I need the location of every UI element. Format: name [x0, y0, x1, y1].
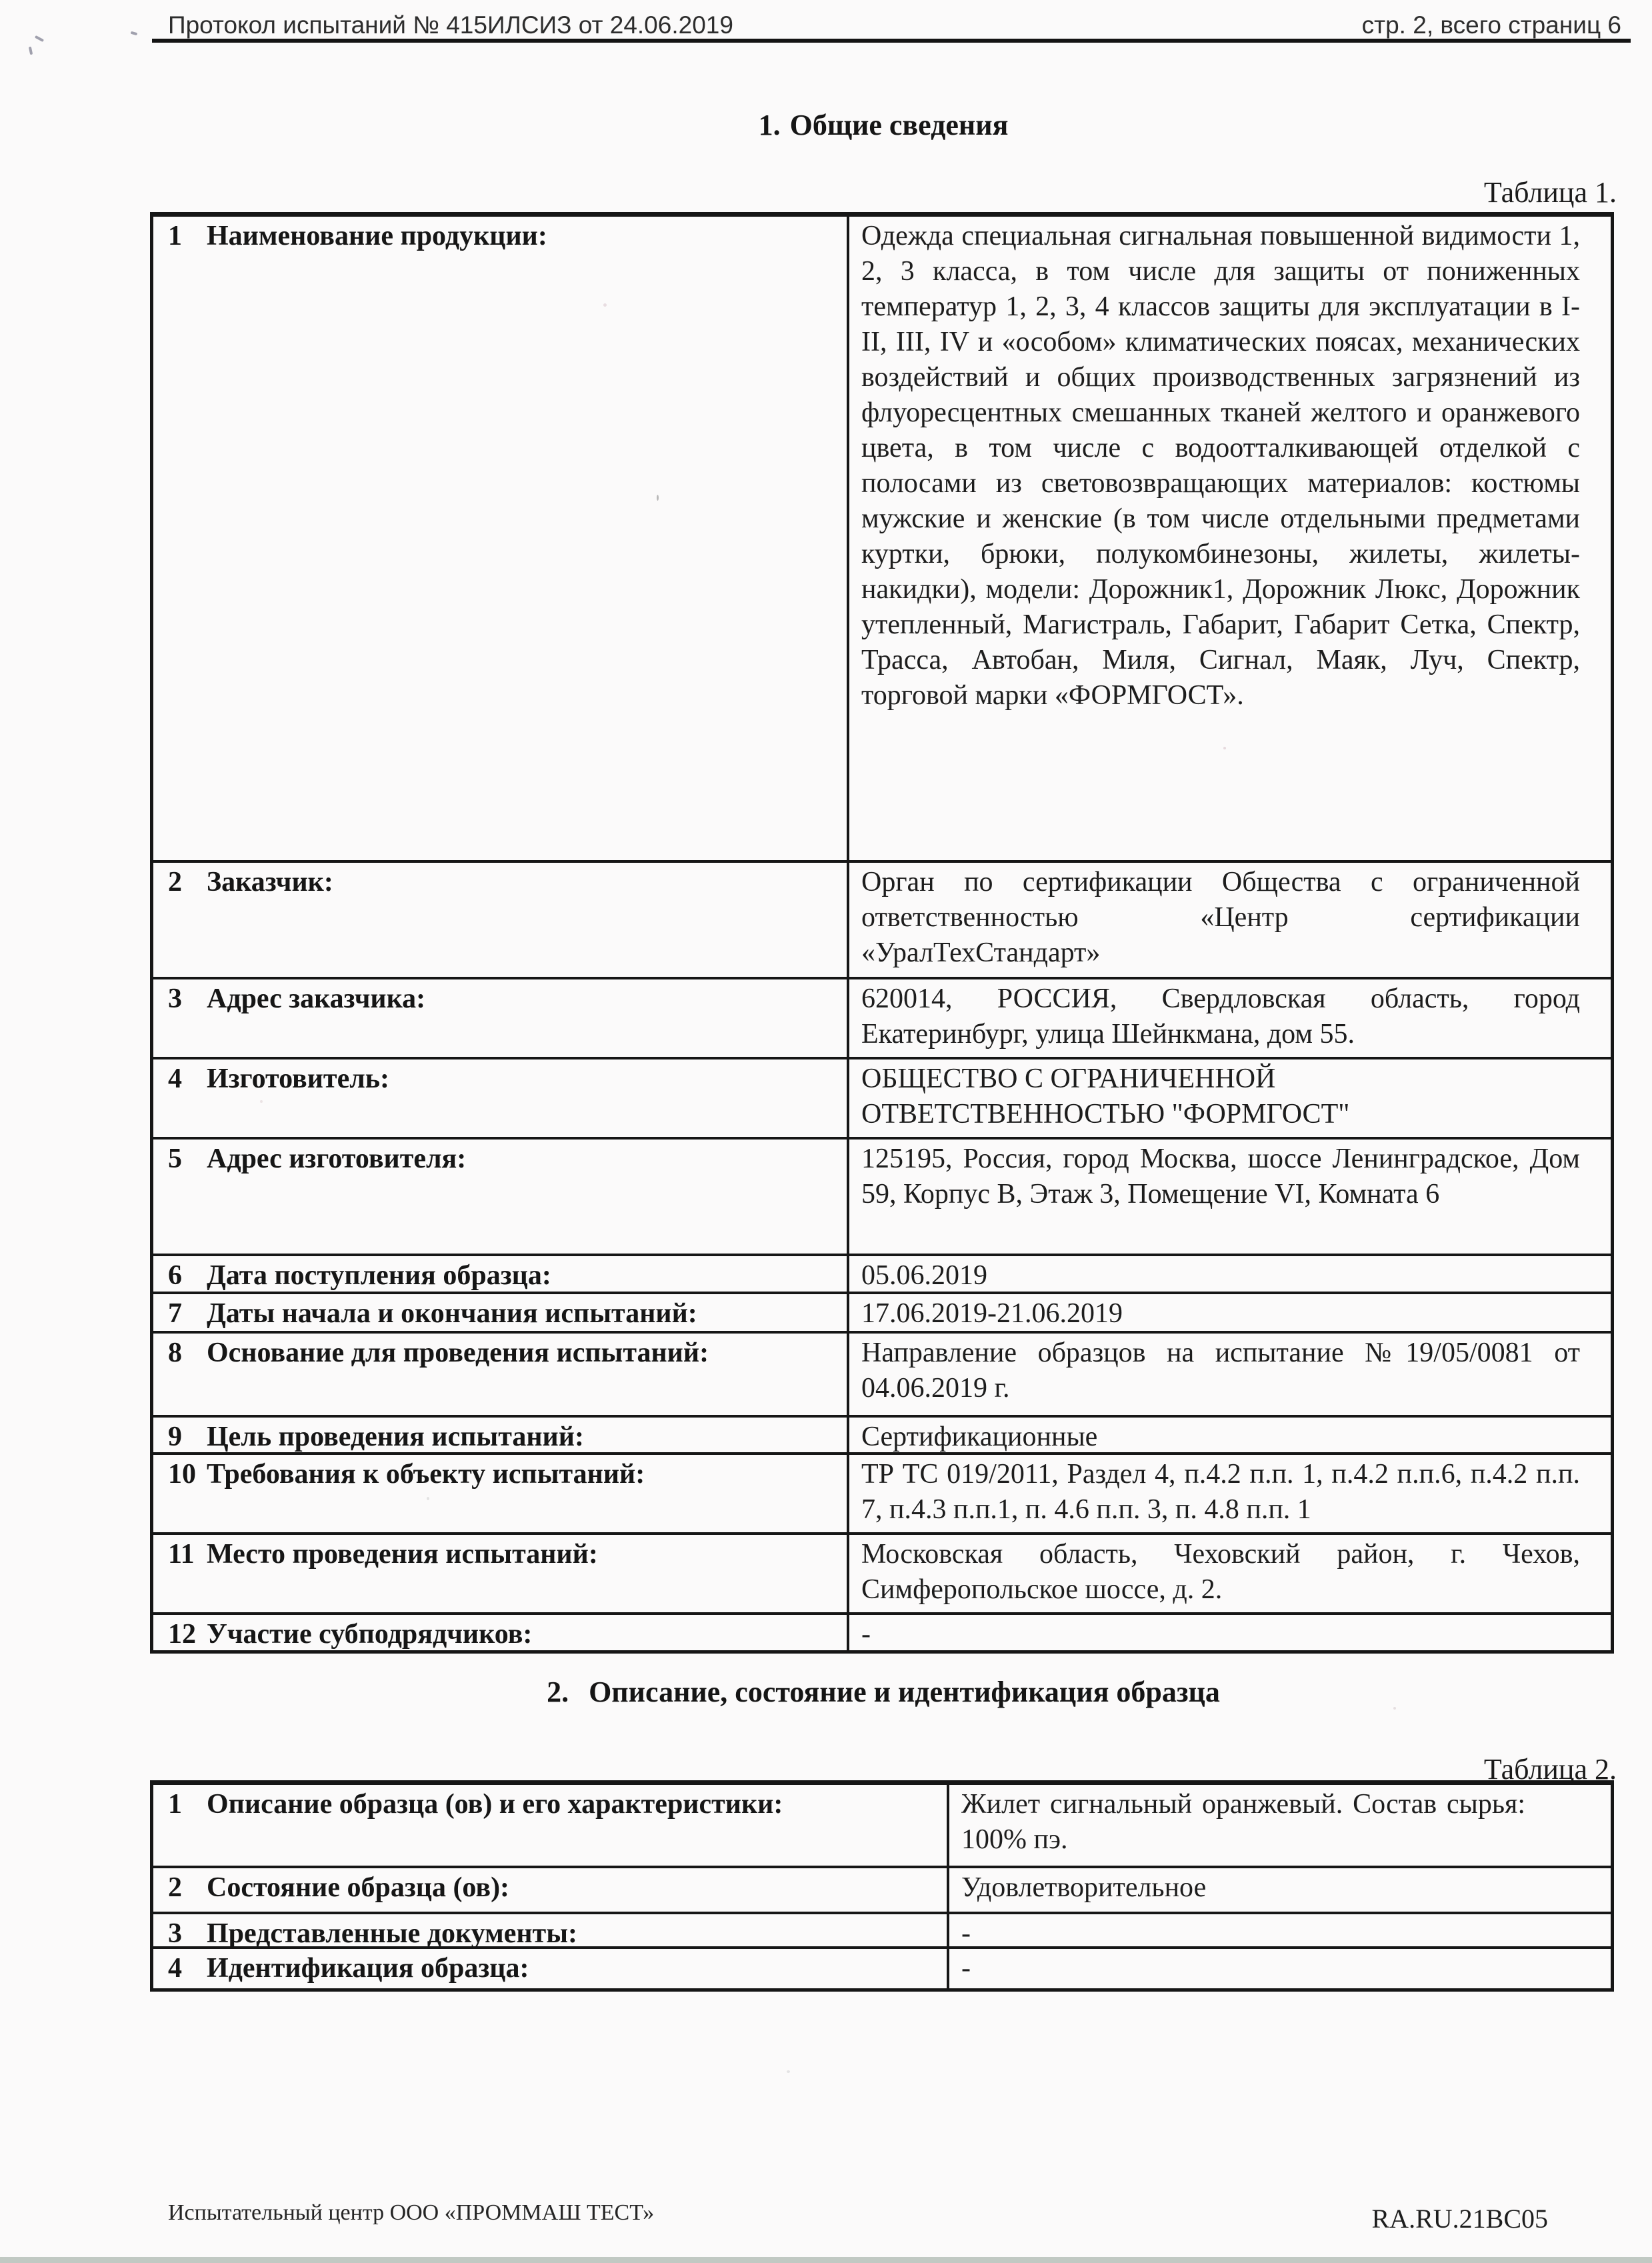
row-label: Описание образца (ов) и его характеристики: [207, 1789, 783, 1820]
section-2-title-text: Описание, состояние и идентификация образца [589, 1676, 1220, 1708]
row-label: Дата поступления образца: [207, 1260, 551, 1291]
pencil-mark [35, 35, 44, 42]
row-value: 620014, РОССИЯ, Свердловская область, город Екатеринбург, улица Шейнкмана, дом 55. [847, 979, 1611, 1057]
row-number: 4 [168, 1953, 182, 1984]
row-number: 5 [168, 1144, 182, 1174]
row-number: 2 [168, 867, 182, 897]
row-value: 125195, Россия, город Москва, шоссе Ленинградское, Дом 59, Корпус В, Этаж 3, Помещение VI, Комната 6 [847, 1140, 1611, 1254]
row-number: 3 [168, 1918, 182, 1949]
row-label-cell [153, 1256, 847, 1292]
row-label: Место проведения испытаний: [207, 1539, 598, 1570]
section-2-title [150, 1675, 1617, 1710]
section-2-number: 2. [547, 1676, 569, 1708]
row-number: 11 [168, 1539, 195, 1570]
row-label: Участие субподрядчиков: [207, 1619, 533, 1650]
row-label: Адрес изготовителя: [207, 1144, 467, 1174]
row-value: 05.06.2019 [847, 1256, 1611, 1292]
table-row [153, 860, 1611, 977]
table-row [153, 1532, 1611, 1612]
row-number: 12 [168, 1619, 196, 1650]
row-value: Одежда специальная сигнальная повышенной видимости 1, 2, 3 класса, в том числе для защиты от пониженных температур 1, 2, 3, 4 классов защиты для эксплуатации в I-II, III, IV и «особом» климатических поясах, механических воздействий и общих производственных загрязнений из флуоресцентных смешанных тканей желтого и оранжевого цвета, в том числе с водоотталкивающей отделкой с полосами из световозвращающих материалов: костюмы мужские и женские (в том числе отдельными предметами куртки, брюки, полукомбинезоны, жилеты, жилеты-накидки), модели: Дорожник1, Дорожник Люкс, Дорожник утепленный, Магистраль, Габарит, Габарит Сетка, Спектр, Трасса, Автобан, Миля, Сигнал, Маяк, Луч, Спектр, торговой марки «ФОРМГОСТ». [847, 217, 1611, 860]
table-1 [150, 212, 1614, 1654]
row-label-cell [153, 1615, 847, 1650]
row-value: Орган по сертификации Общества с ограниченной ответственностью «Центр сертификации «УралТехСтандарт» [847, 863, 1611, 977]
row-value: Удовлетворительное [947, 1868, 1611, 1912]
row-label-cell [153, 217, 847, 860]
row-label-cell [153, 1868, 947, 1912]
row-number: 2 [168, 1872, 182, 1903]
row-label: Изготовитель: [207, 1063, 389, 1094]
table-row [153, 1452, 1611, 1532]
row-value: - [947, 1949, 1611, 1988]
table-row [153, 1946, 1611, 1988]
row-label-cell [153, 1785, 947, 1866]
table-row [153, 1612, 1611, 1650]
row-label-cell [153, 1140, 847, 1254]
section-1-title [150, 108, 1617, 143]
table-row [153, 1785, 1611, 1866]
row-label: Наименование продукции: [207, 221, 547, 251]
row-value: Сертификационные [847, 1418, 1611, 1452]
row-label: Цель проведения испытаний: [207, 1422, 584, 1452]
row-number: 7 [168, 1298, 182, 1329]
table-row [153, 1137, 1611, 1254]
pencil-mark [131, 31, 138, 35]
row-value: Московская область, Чеховский район, г. Чехов, Симферопольское шоссе, д. 2. [847, 1535, 1611, 1612]
row-value: - [847, 1615, 1611, 1650]
footer-accreditation-number: RA.RU.21BC05 [1371, 2204, 1548, 2234]
row-number: 8 [168, 1338, 182, 1368]
row-number: 3 [168, 983, 182, 1014]
table-row [153, 1254, 1611, 1292]
row-value: ТР ТС 019/2011, Раздел 4, п.4.2 п.п. 1, п.4.2 п.п.6, п.4.2 п.п. 7, п.4.3 п.п.1, п. 4.6 п.п. 3, п. 4.8 п.п. 1 [847, 1455, 1611, 1532]
row-label: Представленные документы: [207, 1918, 577, 1949]
row-label: Состояние образца (ов): [207, 1872, 510, 1903]
header-rule [152, 39, 1631, 43]
row-label: Заказчик: [207, 867, 333, 897]
row-value: Направление образцов на испытание №19/05/0081 от 04.06.2019 г. [847, 1334, 1611, 1415]
table-row [153, 1331, 1611, 1415]
row-label: Адрес заказчика: [207, 983, 426, 1014]
row-label-cell [153, 1949, 947, 1988]
row-label-cell [153, 1914, 947, 1949]
row-label: Требования к объекту испытаний: [207, 1459, 645, 1490]
table-row [153, 1292, 1611, 1331]
row-label-cell [153, 979, 847, 1057]
row-number: 10 [168, 1459, 196, 1490]
row-number: 9 [168, 1422, 182, 1452]
table-row [153, 1057, 1611, 1137]
header-page-info: стр. 2, всего страниц 6 [1361, 11, 1621, 39]
row-number: 4 [168, 1063, 182, 1094]
row-label-cell [153, 1059, 847, 1137]
section-1-title-text: Общие сведения [789, 109, 1009, 141]
table-2-caption: Таблица 2. [1483, 1753, 1617, 1786]
row-label-cell [153, 1418, 847, 1452]
row-label-cell [153, 1535, 847, 1612]
table-row [153, 1415, 1611, 1452]
row-value: - [947, 1914, 1611, 1946]
header-doc-title: Протокол испытаний № 415ИЛСИЗ от 24.06.2019 [168, 11, 733, 39]
section-1-number: 1. [758, 109, 781, 141]
table-row [153, 1866, 1611, 1912]
row-number: 1 [168, 221, 182, 251]
table-1-caption: Таблица 1. [1483, 176, 1617, 209]
row-number: 1 [168, 1789, 182, 1820]
table-row [153, 977, 1611, 1057]
table-row [153, 217, 1611, 860]
row-value: Жилет сигнальный оранжевый. Состав сырья: 100% пэ. [947, 1785, 1611, 1866]
row-value: 17.06.2019-21.06.2019 [847, 1294, 1611, 1331]
row-value: ОБЩЕСТВО С ОГРАНИЧЕННОЙ ОТВЕТСТВЕННОСТЬЮ "ФОРМГОСТ" [847, 1059, 1611, 1137]
pencil-mark [29, 47, 33, 55]
row-label-cell [153, 863, 847, 977]
scan-speckle [787, 2070, 790, 2073]
row-label: Даты начала и окончания испытаний: [207, 1298, 697, 1329]
row-label: Идентификация образца: [207, 1953, 529, 1984]
bottom-scan-edge [0, 2257, 1652, 2263]
row-label-cell [153, 1294, 847, 1331]
row-label: Основание для проведения испытаний: [207, 1338, 709, 1368]
row-label-cell [153, 1455, 847, 1532]
table-row [153, 1912, 1611, 1949]
table-2 [150, 1780, 1614, 1992]
footer-lab-name: Испытательный центр ООО «ПРОММАШ ТЕСТ» [168, 2200, 655, 2225]
row-label-cell [153, 1334, 847, 1415]
row-number: 6 [168, 1260, 182, 1291]
